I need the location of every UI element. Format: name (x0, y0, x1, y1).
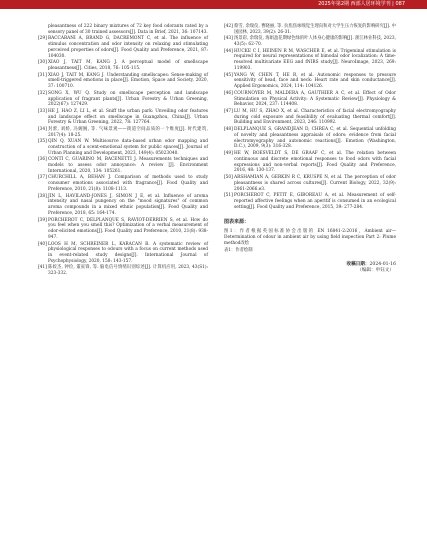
reference-number: [29] (38, 36, 47, 42)
reference-item (38, 175, 208, 193)
reference-item (38, 91, 208, 109)
reference-item (38, 218, 208, 241)
reference-number: [33] (38, 108, 47, 114)
reference-item (224, 24, 396, 36)
reference-number: [45] (224, 72, 233, 78)
right-column (224, 24, 396, 274)
reference-text: HE J, HAO Z, LI L, et al. Sniff the urban park: Unveiling odor features and landscape effect on smellscape in Guangzhou, China[J]. Urban Forestry & Urban Greening, 2022, 78: 127764. (48, 108, 208, 126)
reference-item (224, 175, 396, 193)
reference-number: [50] (224, 174, 233, 180)
reference-text: DELPLANQUE S, GRANDJEAN D, CHREA C, et al. Sequential unfolding of novelty and pleasantness appraisals of odors: evidence from facial electromyography and autonomic reactions[J]. Emotion (Washington, D.C.), 2009, 9(3): 316-328. (234, 126, 396, 150)
reference-item (38, 157, 208, 175)
figure-source-note: 图1：作者根据英国标准协会出版的 EN 16841-2:2016，Ambient air—Determination of odour in ambient air by using field inspection Part 2: Plume method改绘 (224, 229, 396, 247)
reference-text: JIN L, HAVILAND-JONES J, SIMON J E, et al. Influence of aroma intensity and nasal pungency on the "mood signatures" of common aroma compounds in a mixed ethnic population[J]. Food Quality and Preference, 2018, 65: 164-174. (48, 193, 208, 217)
reference-text: QIN Q, XUAN W. Multisource data-based urban odor mapping and construction of a scent-emotional system for public spaces[J]. Journal of Urban Planning and Development, 2023, 149(4): 05023040. (48, 139, 208, 156)
reference-text: PORCHEROT C, PETIT E, GIBOREAU A, et al. Measurement of self-reported affective feelings when an aperitif is consumed in an ecological setting[J]. Food Quality and Preference, 2015, 39: 277-284. (234, 192, 396, 210)
figure-source-note: 表1：作者绘制 (224, 247, 253, 253)
reference-number: [39] (38, 217, 47, 223)
reference-number: [41] (38, 265, 47, 271)
left-reference-list (38, 36, 208, 277)
reference-item (224, 151, 396, 174)
reference-item (38, 60, 208, 72)
reference-text: HUCKE C I, HEINEN R M, WASCHER E, et al. Trigeminal stimulation is required for neural representations of bimodal odor localization: A time-resolved multivariate EEG and fNIRS study[J]. NeuroImage, 2023, 269: 119903. (234, 48, 396, 72)
reference-item (38, 265, 208, 277)
reference-number: [43] (224, 36, 233, 42)
left-column (38, 24, 208, 278)
reference-number: [34] (38, 126, 47, 132)
reference-item (224, 49, 396, 72)
reference-number: [38] (38, 193, 47, 199)
reference-number: [37] (38, 175, 47, 181)
reference-item (224, 91, 396, 109)
reference-item (38, 109, 208, 127)
reference-number: [51] (224, 192, 233, 198)
reference-item (224, 36, 396, 48)
reference-number: [35] (38, 139, 47, 145)
reference-item (38, 36, 208, 59)
reference-text: LOOS H M, SCHREINER L, KARACAN B. A systematic review of physiological responses to odours with a focus on current methods used in event-related study designs[J]. International Journal of Psychophysiology, 2020, 158: 143-157. (48, 241, 208, 265)
reference-text: ARSHAMIAN A, GERKIN R C, KRUSPE N, et al. The perception of odor pleasantness is shared across cultures[J]. Current Biology, 2022, 32(9): 2061-2066.e3. (234, 174, 396, 192)
reference-number: [40] (38, 241, 47, 247)
reference-item (38, 73, 208, 91)
reference-item (38, 194, 208, 217)
reference-item (224, 127, 396, 150)
editor-note: （编辑：申钰文） (357, 267, 394, 273)
reference-text: YANG W, CHEN T, HE R, et al. Autonomic responses to pressure sensitivity of head, face and neck: Heart rate and skin conductance[J]. Applied Ergonomics, 2024, 114: 104126. (234, 72, 396, 90)
reference-number: [47] (224, 108, 233, 114)
reference-item (38, 127, 208, 139)
reference-number: [49] (224, 150, 233, 156)
header-text: 2025年第2期 西部人居环境学刊 | 087 (318, 1, 405, 7)
reference-number: [42] (224, 24, 233, 29)
reference-item (224, 193, 396, 211)
reference-number: [30] (38, 60, 47, 66)
right-reference-list (224, 24, 396, 211)
reference-number: [48] (224, 126, 233, 132)
reference-text: CONTI C, GUARINO M, BACENETTI J. Measurements techniques and models to assess odor annoyance: A review [J]. Environment International, 2020, 134: 105261. (48, 157, 208, 174)
received-label: 收稿日期： (346, 261, 370, 267)
reference-number: [46] (224, 90, 233, 96)
reference-number: [31] (38, 72, 47, 78)
reference-text: PORCHEROT C, DELPLANQUE S, RAVIOT-DERRIEN S, et al. How do you feel when you smell this? Optimization of a verbal measurement of odor-elicited emotions[J]. Food Quality and Preference, 2010, 21(8): 938-947. (48, 217, 208, 241)
reference-number: [36] (38, 157, 47, 163)
figure-source-notes (224, 229, 396, 253)
reference-text: 蔡雪, 余瑞仪, 曹晓丽, 等. 抗焦焦咏嗅觉生理向和对大学生压力恢复的影响研究[J]. 中国园林, 2023, 39(2): 26-31. (234, 24, 396, 35)
reference-continuation: pleasantness of 222 binary mixtures of 72 key food odorants rated by a sensory panel of 30 trained assessors[J]. Data in Brief, 2021, 36: 107143. (48, 24, 208, 35)
reference-text: XIAO J, TAIT M, KANG J. Understanding smellscapes: Sense-making of smell-triggered emotions in place[J]. Emotion, Space and Society, 2020, 37: 100710. (48, 72, 208, 90)
reference-text: HE W, BOESVELDT S, DE GRAAF C, et al. The relation between continuous and discrete emotional responses to food odors with facial expressions and non-verbal reports[J]. Food Quality and Preference, 2016, 48: 130-137. (234, 150, 396, 174)
reference-text: CHURCHILL A, BEHAN J. Comparison of methods used to study consumer emotions associated with fragrance[J]. Food Quality and Preference, 2010, 21(8): 1108-1113. (48, 175, 208, 193)
reference-number: [32] (38, 90, 47, 96)
reference-text: 汤景彩, 余瑞仪, 海娟盈花期绿色绿的叶人体身心健康的影响[J]. 浙江林业科技, 2023, 43(5): 62-70. (234, 36, 396, 48)
reference-item (38, 139, 208, 157)
page-header (0, 0, 427, 9)
reference-text: LU M, HU S, ZHAO X, et al. Characteristics of facial electromyography during cold exposure and feasibility of evaluating thermal comfort[J]. Building and Environment, 2023, 246: 110992. (234, 108, 396, 126)
reference-text: SONG X, WU Q. Study on smellscape perception and landscape application of fragrant plants[J]. Urban Forestry & Urban Greening, 2022(67): 127429. (48, 90, 208, 108)
figure-source-title: 图表来源： (224, 218, 250, 225)
reference-text: BACCARANI A, BRAND G, DACREMONT C, et al. The influence of stimulus concentration and odor intensity on relaxing and stimulating perceived properties of odors[J]. Food Quality and Preference, 2021, 87: 104030. (48, 36, 208, 59)
reference-item (224, 73, 396, 91)
reference-text: 陈姣杰, 钟俭, 董寅锋, 等. 脑电信号情绪识别综述[J]. 计算机应用, 2023, 43(S1): 323-332. (48, 265, 208, 277)
reference-number: [44] (224, 48, 233, 54)
reference-text: COURNOYER M, MALDERA A, GAUTHIER A C, et al. Effect of Odor Stimulation on Physical Activity: A Systematic Review[J]. Physiology & Behavior, 2024, 237: 114408. (234, 90, 396, 108)
received-value: 2024-01-16 (369, 261, 396, 267)
reference-item (38, 242, 208, 265)
reference-item (224, 109, 396, 127)
reference-text: XIAO J, TAIT M, KANG J. A perceptual model of smellscape pleasantness[J]. Cities, 2018, 76: 105-115. (48, 60, 208, 72)
reference-text: 封蕾, 刘娇, 冯婉婉, 等. 气味景观——街道空间品质的一个维度[J]. 时代建筑, 2017(4): 18-25. (48, 126, 208, 138)
